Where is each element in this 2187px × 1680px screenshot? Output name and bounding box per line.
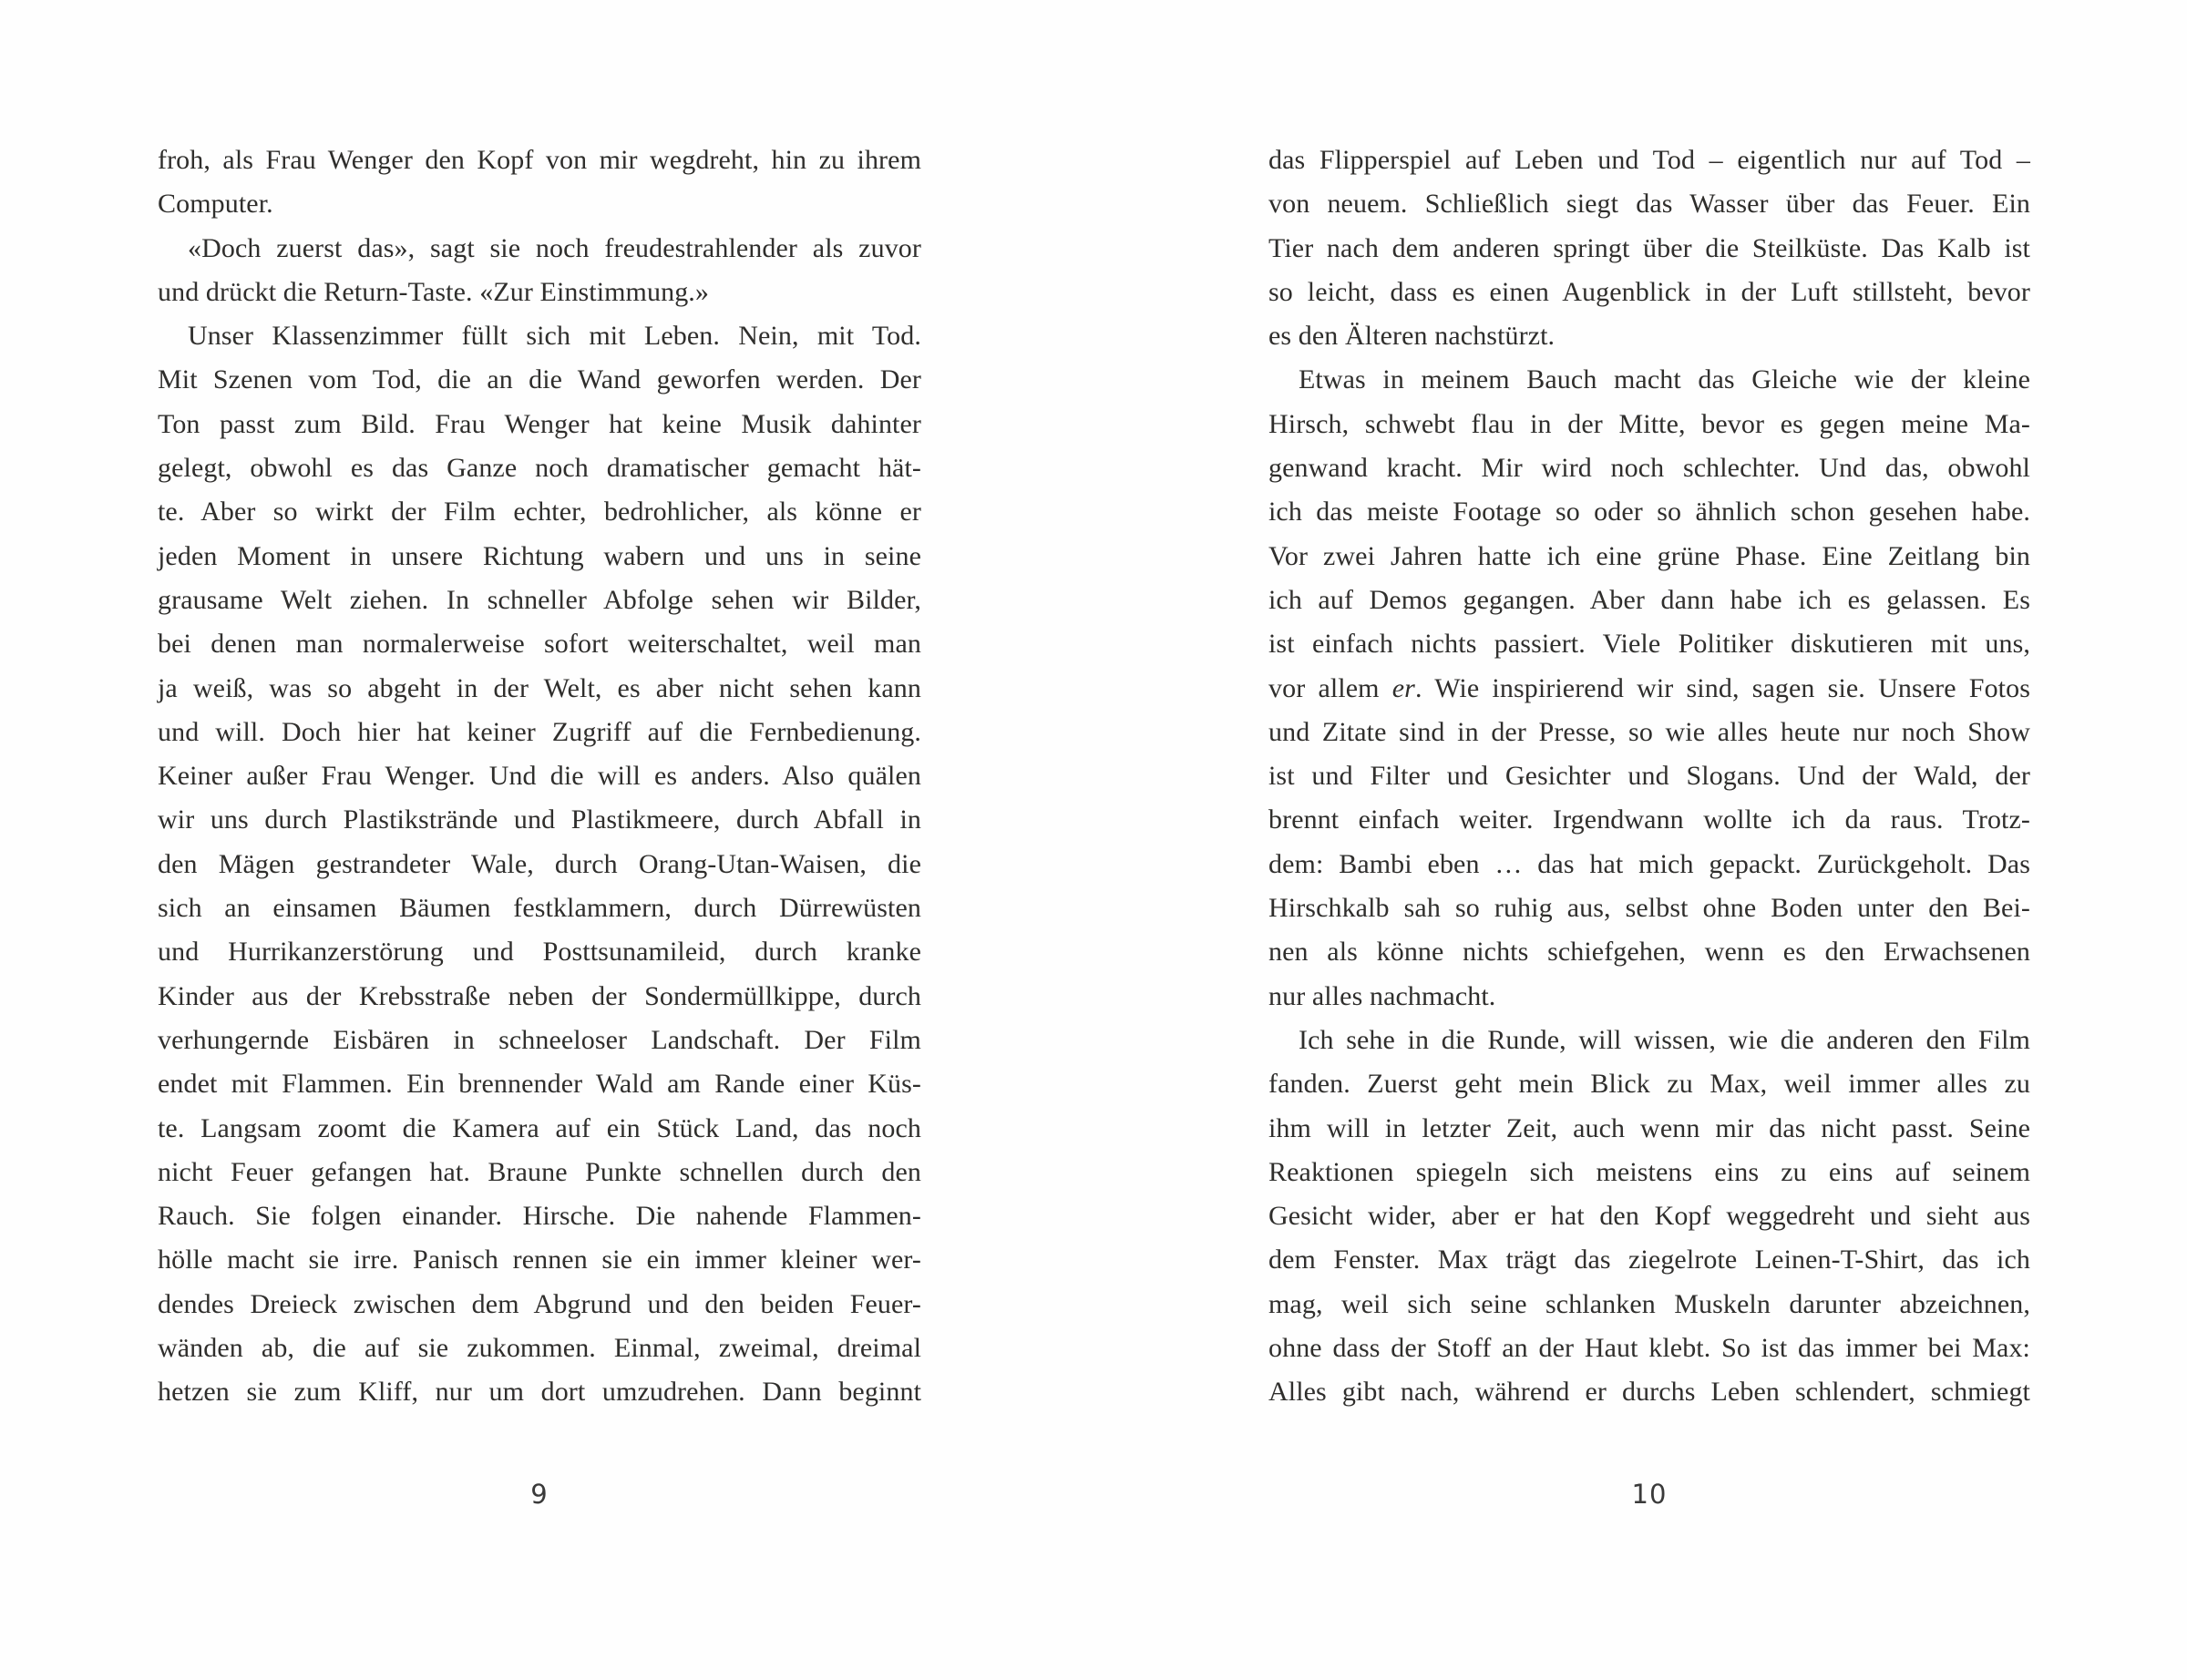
left-page-number: 9 bbox=[530, 1479, 549, 1510]
text-line: endet mit Flammen. Ein brennender Wald am Rande einer Küs- bbox=[158, 1069, 921, 1100]
text-line: es den Älteren nachstürzt. bbox=[1268, 321, 1556, 352]
text-line: verhungernde Eisbären in schneeloser Landschaft. Der Film bbox=[158, 1024, 921, 1055]
text-line: nen als könne nichts schiefgehen, wenn es den Erwachsenen bbox=[1268, 937, 2030, 968]
text-line: froh, als Frau Wenger den Kopf von mir wegdreht, hin zu ihrem bbox=[158, 145, 921, 175]
text-line: genwand kracht. Mir wird noch schlechter. Und das, obwohl bbox=[1268, 453, 2030, 484]
italic-text-segment: er bbox=[1391, 672, 1415, 703]
text-segment: . Wie inspirierend wir sind, sagen sie. Unsere Fotos bbox=[1414, 672, 2030, 703]
text-line: grausame Welt ziehen. In schneller Abfolge sehen wir Bilder, bbox=[158, 584, 921, 615]
text-line: und Hurrikanzerstörung und Posttsunamileid, durch kranke bbox=[158, 937, 921, 968]
text-line: te. Aber so wirkt der Film echter, bedrohlicher, als könne er bbox=[158, 497, 921, 528]
text-line: jeden Moment in unsere Richtung wabern und uns in seine bbox=[158, 540, 921, 571]
text-segment: vor allem bbox=[1268, 672, 1392, 703]
text-line: ihm will in letzter Zeit, auch wenn mir das nicht passt. Seine bbox=[1268, 1112, 2030, 1143]
text-line: Etwas in meinem Bauch macht das Gleiche wie der kleine bbox=[1299, 364, 2030, 395]
text-line: ich auf Demos gegangen. Aber dann habe ich es gelassen. Es bbox=[1268, 584, 2030, 615]
text-line: Keiner außer Frau Wenger. Und die will es anders. Also quälen bbox=[158, 761, 921, 792]
text-line: fanden. Zuerst geht mein Blick zu Max, weil immer alles zu bbox=[1268, 1069, 2030, 1100]
text-line: Gesicht wider, aber er hat den Kopf weggedreht und sieht aus bbox=[1268, 1201, 2030, 1232]
text-line: sich an einsamen Bäumen festklammern, durch Dürrewüsten bbox=[158, 893, 921, 924]
text-line: Kinder aus der Krebsstraße neben der Sondermüllkippe, durch bbox=[158, 980, 921, 1011]
text-line: ohne dass der Stoff an der Haut klebt. So ist das immer bei Max: bbox=[1268, 1333, 2030, 1364]
text-line: gelegt, obwohl es das Ganze noch dramatischer gemacht hät- bbox=[158, 453, 921, 484]
text-line: Computer. bbox=[158, 189, 273, 220]
right-page-text-block bbox=[1268, 138, 2030, 1415]
text-line: Rauch. Sie folgen einander. Hirsche. Die nahende Flammen- bbox=[158, 1201, 921, 1232]
text-line: nicht Feuer gefangen hat. Braune Punkte schnellen durch den bbox=[158, 1156, 921, 1187]
text-line: Mit Szenen vom Tod, die an die Wand geworfen werden. Der bbox=[158, 364, 921, 395]
text-line: ja weiß, was so abgeht in der Welt, es aber nicht sehen kann bbox=[158, 672, 921, 703]
text-line: Hirsch, schwebt flau in der Mitte, bevor es gegen meine Ma- bbox=[1268, 408, 2030, 439]
text-line: Ton passt zum Bild. Frau Wenger hat keine Musik dahinter bbox=[158, 408, 921, 439]
text-line: und Zitate sind in der Presse, so wie alles heute nur noch Show bbox=[1268, 716, 2030, 747]
text-line: Tier nach dem anderen springt über die Steilküste. Das Kalb ist bbox=[1268, 232, 2030, 263]
text-line: von neuem. Schließlich siegt das Wasser über das Feuer. Ein bbox=[1268, 189, 2030, 220]
text-line: so leicht, dass es einen Augenblick in der Luft stillsteht, bevor bbox=[1268, 276, 2030, 307]
text-line: te. Langsam zoomt die Kamera auf ein Stück Land, das noch bbox=[158, 1112, 921, 1143]
text-line: Ich sehe in die Runde, will wissen, wie die anderen den Film bbox=[1299, 1024, 2030, 1055]
text-line: und will. Doch hier hat keiner Zugriff auf die Fernbedienung. bbox=[158, 716, 921, 747]
text-line: das Flipperspiel auf Leben und Tod – eigentlich nur auf Tod – bbox=[1268, 145, 2030, 175]
text-line: ist und Filter und Gesichter und Slogans. Und der Wald, der bbox=[1268, 761, 2030, 792]
text-line: brennt einfach weiter. Irgendwann wollte ich da raus. Trotz- bbox=[1268, 804, 2030, 835]
text-line: nur alles nachmacht. bbox=[1268, 980, 1496, 1011]
text-line: «Doch zuerst das», sagt sie noch freudestrahlender als zuvor bbox=[188, 232, 921, 263]
right-page-number: 10 bbox=[1631, 1479, 1668, 1510]
text-line: dendes Dreieck zwischen dem Abgrund und den beiden Feuer- bbox=[158, 1288, 921, 1319]
text-line: Hirschkalb sah so ruhig aus, selbst ohne Boden unter den Bei- bbox=[1268, 893, 2030, 924]
text-line: und drückt die Return-Taste. «Zur Einstimmung.» bbox=[158, 276, 709, 307]
text-line: wir uns durch Plastikstrände und Plastikmeere, durch Abfall in bbox=[158, 804, 921, 835]
text-line bbox=[1268, 667, 2030, 711]
text-line: ich das meiste Footage so oder so ähnlich schon gesehen habe. bbox=[1268, 497, 2030, 528]
text-line: Vor zwei Jahren hatte ich eine grüne Phase. Eine Zeitlang bin bbox=[1268, 540, 2030, 571]
left-page-text-block bbox=[158, 138, 921, 1415]
text-line: wänden ab, die auf sie zukommen. Einmal, zweimal, dreimal bbox=[158, 1333, 921, 1364]
text-line: dem Fenster. Max trägt das ziegelrote Leinen-T-Shirt, das ich bbox=[1268, 1245, 2030, 1275]
text-line: bei denen man normalerweise sofort weiterschaltet, weil man bbox=[158, 629, 921, 660]
text-line: ist einfach nichts passiert. Viele Politiker diskutieren mit uns, bbox=[1268, 629, 2030, 660]
text-line: Unser Klassenzimmer füllt sich mit Leben. Nein, mit Tod. bbox=[188, 321, 921, 352]
text-line: Alles gibt nach, während er durchs Leben schlendert, schmiegt bbox=[1268, 1377, 2030, 1408]
text-line: hetzen sie zum Kliff, nur um dort umzudrehen. Dann beginnt bbox=[158, 1377, 921, 1408]
text-line: Reaktionen spiegeln sich meistens eins zu eins auf seinem bbox=[1268, 1156, 2030, 1187]
text-line: hölle macht sie irre. Panisch rennen sie ein immer kleiner wer- bbox=[158, 1245, 921, 1275]
text-line: den Mägen gestrandeter Wale, durch Orang-Utan-Waisen, die bbox=[158, 848, 921, 879]
text-line: dem: Bambi eben … das hat mich gepackt. Zurückgeholt. Das bbox=[1268, 848, 2030, 879]
text-line: mag, weil sich seine schlanken Muskeln darunter abzeichnen, bbox=[1268, 1288, 2030, 1319]
